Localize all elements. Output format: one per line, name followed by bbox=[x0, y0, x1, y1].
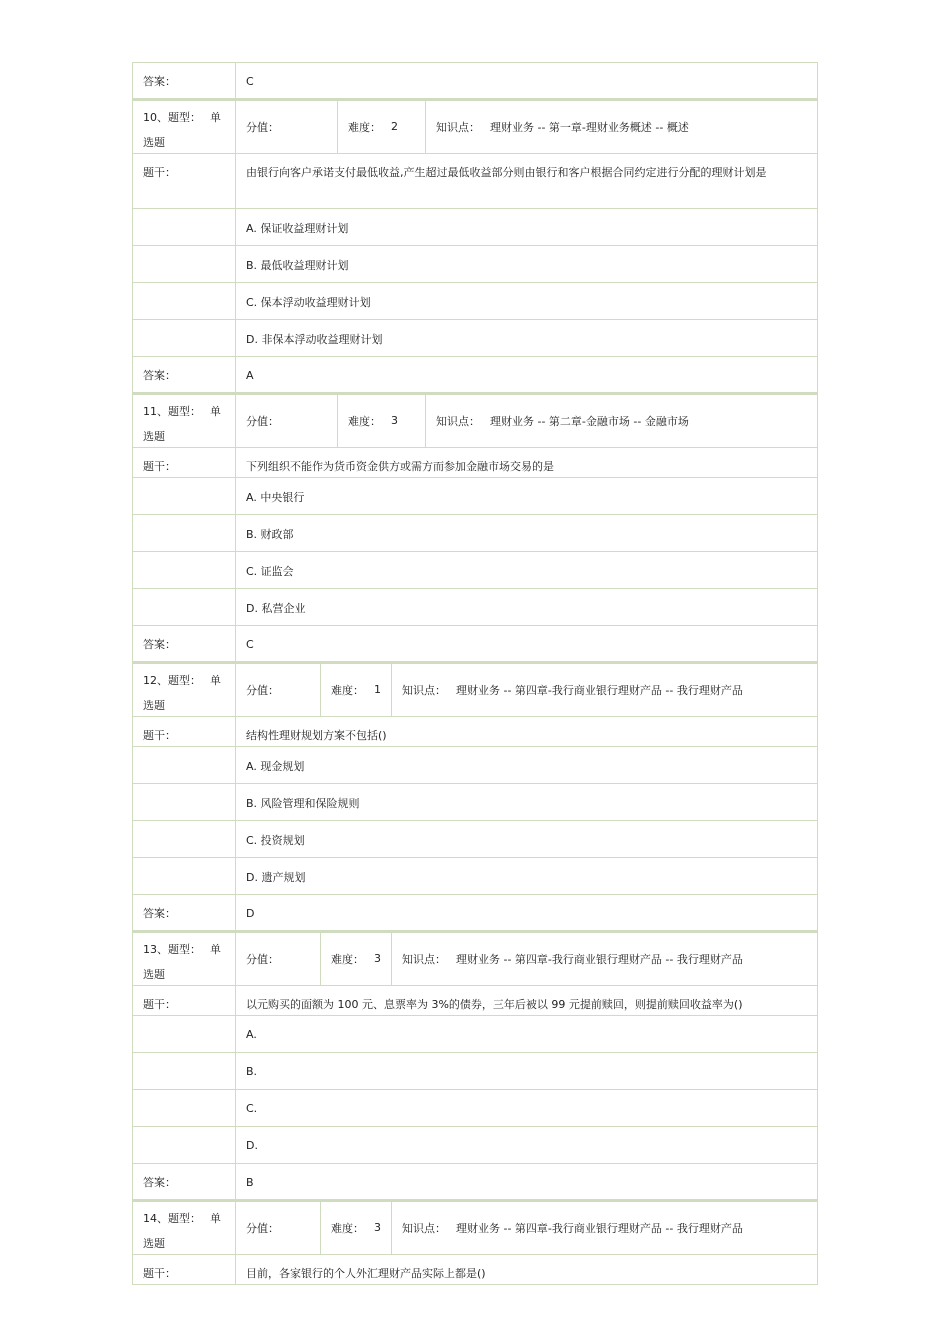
value-text: C. 投资规划 bbox=[246, 833, 305, 847]
question-type-line bbox=[143, 668, 221, 693]
stem-label bbox=[133, 154, 236, 209]
knowledge-label: 知识点： bbox=[436, 120, 480, 134]
option-row bbox=[132, 1126, 818, 1164]
question-number bbox=[133, 393, 236, 448]
difficulty-label: 难度： bbox=[331, 683, 364, 697]
difficulty-cell bbox=[321, 1200, 392, 1255]
option-row bbox=[132, 551, 818, 589]
option-label-empty bbox=[133, 821, 236, 858]
score-label: 分值： bbox=[246, 952, 279, 966]
question-stem-row bbox=[132, 985, 818, 1016]
stem-label-text: 题干： bbox=[143, 729, 176, 742]
answer-value bbox=[236, 1164, 817, 1200]
value-text: A. 现金规划 bbox=[246, 759, 305, 773]
option-row bbox=[132, 857, 818, 895]
stem-content: 目前，各家银行的个人外汇理财产品实际上都是() bbox=[246, 1267, 486, 1280]
option-a bbox=[236, 1016, 817, 1053]
question-type-b: 选题 bbox=[143, 699, 165, 712]
stem-label-text: 题干： bbox=[143, 998, 176, 1011]
option-d bbox=[236, 589, 817, 626]
question-type bbox=[143, 668, 221, 718]
option-row bbox=[132, 1089, 818, 1127]
option-label-empty bbox=[133, 1016, 236, 1053]
question-header-row bbox=[132, 930, 818, 986]
difficulty-value: 3 bbox=[374, 952, 381, 965]
option-d bbox=[236, 1127, 817, 1164]
value-text: B. bbox=[246, 1065, 258, 1078]
option-row bbox=[132, 514, 818, 552]
difficulty-cell bbox=[321, 662, 392, 717]
answer-row bbox=[132, 62, 818, 101]
option-d bbox=[236, 858, 817, 895]
option-b bbox=[236, 784, 817, 821]
question-type-line bbox=[143, 937, 221, 962]
score-label: 分值： bbox=[246, 120, 279, 134]
question-type bbox=[143, 1206, 221, 1256]
option-label-empty bbox=[133, 320, 236, 357]
option-c bbox=[236, 283, 817, 320]
score-cell bbox=[236, 662, 321, 717]
score-label: 分值： bbox=[246, 683, 279, 697]
answer-value bbox=[236, 626, 817, 662]
value-text: B. 最低收益理财计划 bbox=[246, 258, 349, 272]
table-bottom-border bbox=[132, 1284, 818, 1285]
question-stem-row bbox=[132, 153, 818, 209]
score-label: 分值： bbox=[246, 1221, 279, 1235]
score-cell bbox=[236, 99, 338, 154]
answer-label bbox=[133, 1164, 236, 1200]
answer-row bbox=[132, 1163, 818, 1202]
answer-label bbox=[133, 626, 236, 662]
stem-content: 由银行向客户承诺支付最低收益,产生超过最低收益部分则由银行和客户根据合同约定进行分配的理财计划是 bbox=[246, 166, 767, 179]
question-stem-row bbox=[132, 447, 818, 478]
question-number bbox=[133, 931, 236, 986]
answer-row bbox=[132, 625, 818, 664]
value-text: C. bbox=[246, 1102, 258, 1115]
value-text: D. 私营企业 bbox=[246, 601, 306, 615]
option-label-empty bbox=[133, 589, 236, 626]
option-b bbox=[236, 1053, 817, 1090]
option-label-empty bbox=[133, 1090, 236, 1127]
difficulty-value: 2 bbox=[391, 120, 398, 133]
answer-label bbox=[133, 895, 236, 931]
knowledge-label: 知识点： bbox=[402, 1221, 446, 1235]
score-cell bbox=[236, 931, 321, 986]
question-num-text: 12、题型： bbox=[143, 674, 201, 687]
question-num-text: 13、题型： bbox=[143, 943, 201, 956]
option-b bbox=[236, 246, 817, 283]
knowledge-label: 知识点： bbox=[436, 414, 480, 428]
knowledge-value: 理财业务 -- 第一章-理财业务概述 -- 概述 bbox=[490, 120, 689, 134]
question-type-b: 选题 bbox=[143, 430, 165, 443]
knowledge-value: 理财业务 -- 第四章-我行商业银行理财产品 -- 我行理财产品 bbox=[456, 1221, 743, 1235]
question-type-line bbox=[143, 105, 221, 130]
option-row bbox=[132, 588, 818, 626]
label-text: 答案： bbox=[143, 907, 176, 920]
question-stem-row bbox=[132, 716, 818, 747]
question-type-a: 单 bbox=[210, 111, 221, 124]
value-text: C. 保本浮动收益理财计划 bbox=[246, 295, 371, 309]
knowledge-value: 理财业务 -- 第四章-我行商业银行理财产品 -- 我行理财产品 bbox=[456, 683, 743, 697]
question-type bbox=[143, 399, 221, 449]
option-a bbox=[236, 478, 817, 515]
label-text: 答案： bbox=[143, 1176, 176, 1189]
stem-content: 结构性理财规划方案不包括() bbox=[246, 729, 387, 742]
answer-row bbox=[132, 894, 818, 933]
option-label-empty bbox=[133, 246, 236, 283]
knowledge-cell bbox=[392, 662, 817, 717]
score-cell bbox=[236, 393, 338, 448]
stem-label-text: 题干： bbox=[143, 166, 176, 179]
knowledge-cell bbox=[426, 393, 817, 448]
difficulty-cell bbox=[321, 931, 392, 986]
option-label-empty bbox=[133, 1053, 236, 1090]
stem-text bbox=[236, 448, 817, 478]
answer-value bbox=[236, 63, 817, 99]
answer-row bbox=[132, 356, 818, 395]
option-label-empty bbox=[133, 478, 236, 515]
value-text: A bbox=[246, 368, 254, 382]
option-c bbox=[236, 552, 817, 589]
option-row bbox=[132, 746, 818, 784]
question-number bbox=[133, 662, 236, 717]
option-row bbox=[132, 208, 818, 246]
stem-text bbox=[236, 717, 817, 747]
knowledge-cell bbox=[392, 931, 817, 986]
option-label-empty bbox=[133, 858, 236, 895]
difficulty-value: 3 bbox=[391, 414, 398, 427]
value-text: A. bbox=[246, 1028, 257, 1041]
value-text: A. 保证收益理财计划 bbox=[246, 221, 349, 235]
label-text: 答案： bbox=[143, 369, 176, 382]
option-row bbox=[132, 319, 818, 357]
knowledge-label: 知识点： bbox=[402, 683, 446, 697]
question-header-row bbox=[132, 98, 818, 154]
question-header-row bbox=[132, 392, 818, 448]
question-type-a: 单 bbox=[210, 405, 221, 418]
question-header-row bbox=[132, 1199, 818, 1255]
answer-label bbox=[133, 63, 236, 99]
question-type-a: 单 bbox=[210, 674, 221, 687]
question-type bbox=[143, 105, 221, 155]
option-label-empty bbox=[133, 1127, 236, 1164]
option-row bbox=[132, 820, 818, 858]
option-label-empty bbox=[133, 209, 236, 246]
stem-text bbox=[236, 154, 817, 209]
stem-content: 以元购买的面额为 100 元、息票率为 3%的债券，三年后被以 99 元提前赎回，则提前赎回收益率为() bbox=[246, 998, 743, 1011]
difficulty-cell bbox=[338, 99, 426, 154]
question-num-text: 14、题型： bbox=[143, 1212, 201, 1225]
stem-label bbox=[133, 1255, 236, 1285]
question-num-text: 11、题型： bbox=[143, 405, 201, 418]
option-d bbox=[236, 320, 817, 357]
option-row bbox=[132, 282, 818, 320]
knowledge-value: 理财业务 -- 第二章-金融市场 -- 金融市场 bbox=[490, 414, 689, 428]
question-number bbox=[133, 99, 236, 154]
value-text: D bbox=[246, 906, 255, 920]
knowledge-cell bbox=[426, 99, 817, 154]
option-row bbox=[132, 783, 818, 821]
question-number bbox=[133, 1200, 236, 1255]
answer-value bbox=[236, 357, 817, 393]
question-type-line bbox=[143, 1206, 221, 1231]
value-text: D. 非保本浮动收益理财计划 bbox=[246, 332, 383, 346]
question-type-b: 选题 bbox=[143, 1237, 165, 1250]
question-type-b: 选题 bbox=[143, 968, 165, 981]
value-text: B bbox=[246, 1175, 254, 1189]
option-a bbox=[236, 209, 817, 246]
question-header-row bbox=[132, 661, 818, 717]
question-num-text: 10、题型： bbox=[143, 111, 201, 124]
difficulty-value: 3 bbox=[374, 1221, 381, 1234]
option-label-empty bbox=[133, 784, 236, 821]
question-type bbox=[143, 937, 221, 987]
question-type-b: 选题 bbox=[143, 136, 165, 149]
stem-label bbox=[133, 448, 236, 478]
question-type-line bbox=[143, 399, 221, 424]
answer-label bbox=[133, 357, 236, 393]
answer-value bbox=[236, 895, 817, 931]
difficulty-cell bbox=[338, 393, 426, 448]
knowledge-cell bbox=[392, 1200, 817, 1255]
value-text: A. 中央银行 bbox=[246, 490, 305, 504]
label-text: 答案： bbox=[143, 638, 176, 651]
value-text: B. 财政部 bbox=[246, 527, 294, 541]
value-text: B. 风险管理和保险规则 bbox=[246, 796, 360, 810]
option-label-empty bbox=[133, 747, 236, 784]
knowledge-value: 理财业务 -- 第四章-我行商业银行理财产品 -- 我行理财产品 bbox=[456, 952, 743, 966]
value-text: C bbox=[246, 74, 254, 88]
stem-label-text: 题干： bbox=[143, 1267, 176, 1280]
difficulty-value: 1 bbox=[374, 683, 381, 696]
difficulty-label: 难度： bbox=[348, 120, 381, 134]
option-c bbox=[236, 821, 817, 858]
option-label-empty bbox=[133, 552, 236, 589]
stem-content: 下列组织不能作为货币资金供方或需方而参加金融市场交易的是 bbox=[246, 460, 554, 473]
label-text: 答案： bbox=[143, 75, 176, 88]
knowledge-label: 知识点： bbox=[402, 952, 446, 966]
question-type-a: 单 bbox=[210, 943, 221, 956]
score-cell bbox=[236, 1200, 321, 1255]
stem-text bbox=[236, 1255, 817, 1285]
option-label-empty bbox=[133, 515, 236, 552]
option-row bbox=[132, 245, 818, 283]
difficulty-label: 难度： bbox=[348, 414, 381, 428]
option-label-empty bbox=[133, 283, 236, 320]
option-row bbox=[132, 477, 818, 515]
value-text: D. bbox=[246, 1139, 258, 1152]
stem-label bbox=[133, 986, 236, 1016]
stem-label-text: 题干： bbox=[143, 460, 176, 473]
option-b bbox=[236, 515, 817, 552]
value-text: D. 遗产规划 bbox=[246, 870, 306, 884]
option-row bbox=[132, 1052, 818, 1090]
score-label: 分值： bbox=[246, 414, 279, 428]
difficulty-label: 难度： bbox=[331, 952, 364, 966]
value-text: C. 证监会 bbox=[246, 564, 294, 578]
question-stem-row bbox=[132, 1254, 818, 1285]
stem-label bbox=[133, 717, 236, 747]
option-row bbox=[132, 1015, 818, 1053]
option-c bbox=[236, 1090, 817, 1127]
difficulty-label: 难度： bbox=[331, 1221, 364, 1235]
stem-text bbox=[236, 986, 817, 1016]
question-type-a: 单 bbox=[210, 1212, 221, 1225]
option-a bbox=[236, 747, 817, 784]
value-text: C bbox=[246, 637, 254, 651]
